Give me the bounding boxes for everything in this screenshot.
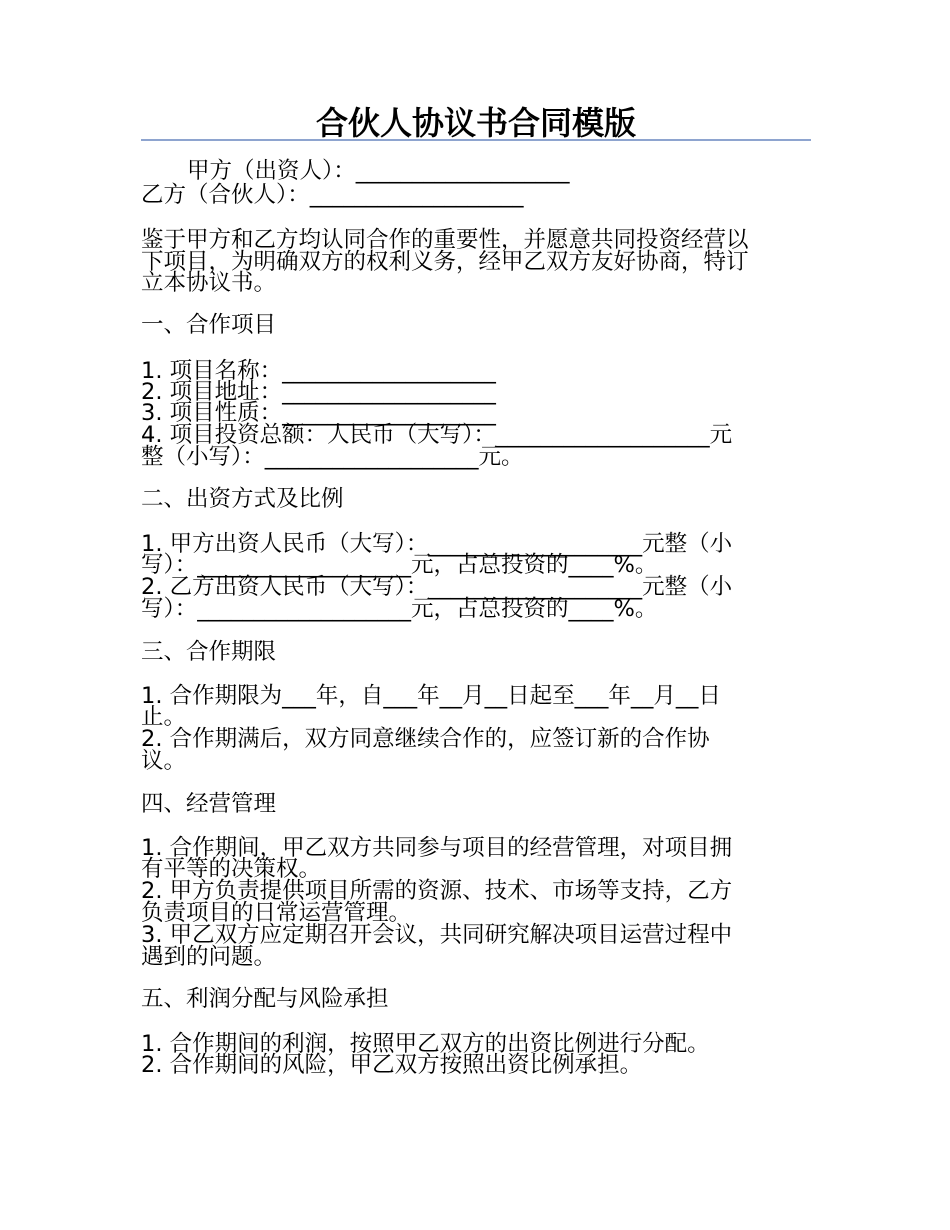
project-name-line: 1. 项目名称：___________________ [141,358,496,384]
management-2-line-1: 2. 甲方负责提供项目所需的资源、技术、市场等支持，乙方 [141,878,733,904]
document-title: 合伙人协议书合同模版 [315,104,636,142]
section-2-heading: 二、出资方式及比例 [141,486,344,512]
party-a-contribution-line-1: 1. 甲方出资人民币（大写）：___________________元整（小 [141,531,733,557]
term-line-2: 止。 [141,704,187,730]
management-3-line-1: 3. 甲乙双方应定期召开会议，共同研究解决项目运营过程中 [141,922,733,948]
title-underline [141,139,811,141]
project-investment-line-1: 4. 项目投资总额：人民币（大写）：___________________元 [141,422,733,448]
section-3-heading: 三、合作期限 [141,639,277,665]
party-b-contribution-line-1: 2. 乙方出资人民币（大写）：___________________元整（小 [141,574,733,600]
section-5-heading: 五、利润分配与风险承担 [141,986,389,1012]
management-1-line-2: 有平等的决策权。 [141,856,322,882]
project-investment-line-2: 整（小写）：___________________元。 [141,444,524,470]
project-nature-line: 3. 项目性质：___________________ [141,400,496,426]
party-a-contribution-line-2: 写）：___________________元，占总投资的____%。 [141,552,658,578]
management-2-line-2: 负责项目的日常运营管理。 [141,900,412,926]
section-1-heading: 一、合作项目 [141,312,277,338]
management-1-line-1: 1. 合作期间，甲乙双方共同参与项目的经营管理，对项目拥 [141,835,733,861]
preamble-line-3: 立本协议书。 [141,270,277,296]
preamble-line-2: 下项目，为明确双方的权利义务，经甲乙双方友好协商，特订 [141,249,749,275]
section-4-heading: 四、经营管理 [141,791,277,817]
party-a-line: 甲方（出资人）：___________________ [187,158,570,184]
party-b-line: 乙方（合伙人）：___________________ [141,182,524,208]
management-3-line-2: 遇到的问题。 [141,944,277,970]
term-renewal-line-2: 议。 [141,748,187,774]
profit-line: 1. 合作期间的利润，按照甲乙双方的出资比例进行分配。 [141,1031,710,1057]
project-address-line: 2. 项目地址：___________________ [141,379,496,405]
term-renewal-line-1: 2. 合作期满后，双方同意继续合作的，应签订新的合作协 [141,726,710,752]
risk-line: 2. 合作期间的风险，甲乙双方按照出资比例承担。 [141,1052,643,1078]
term-line-1: 1. 合作期限为___年，自___年__月__日起至___年__月__日 [141,683,721,709]
preamble-line-1: 鉴于甲方和乙方均认同合作的重要性，并愿意共同投资经营以 [141,227,749,253]
party-b-contribution-line-2: 写）：___________________元，占总投资的____%。 [141,596,658,622]
